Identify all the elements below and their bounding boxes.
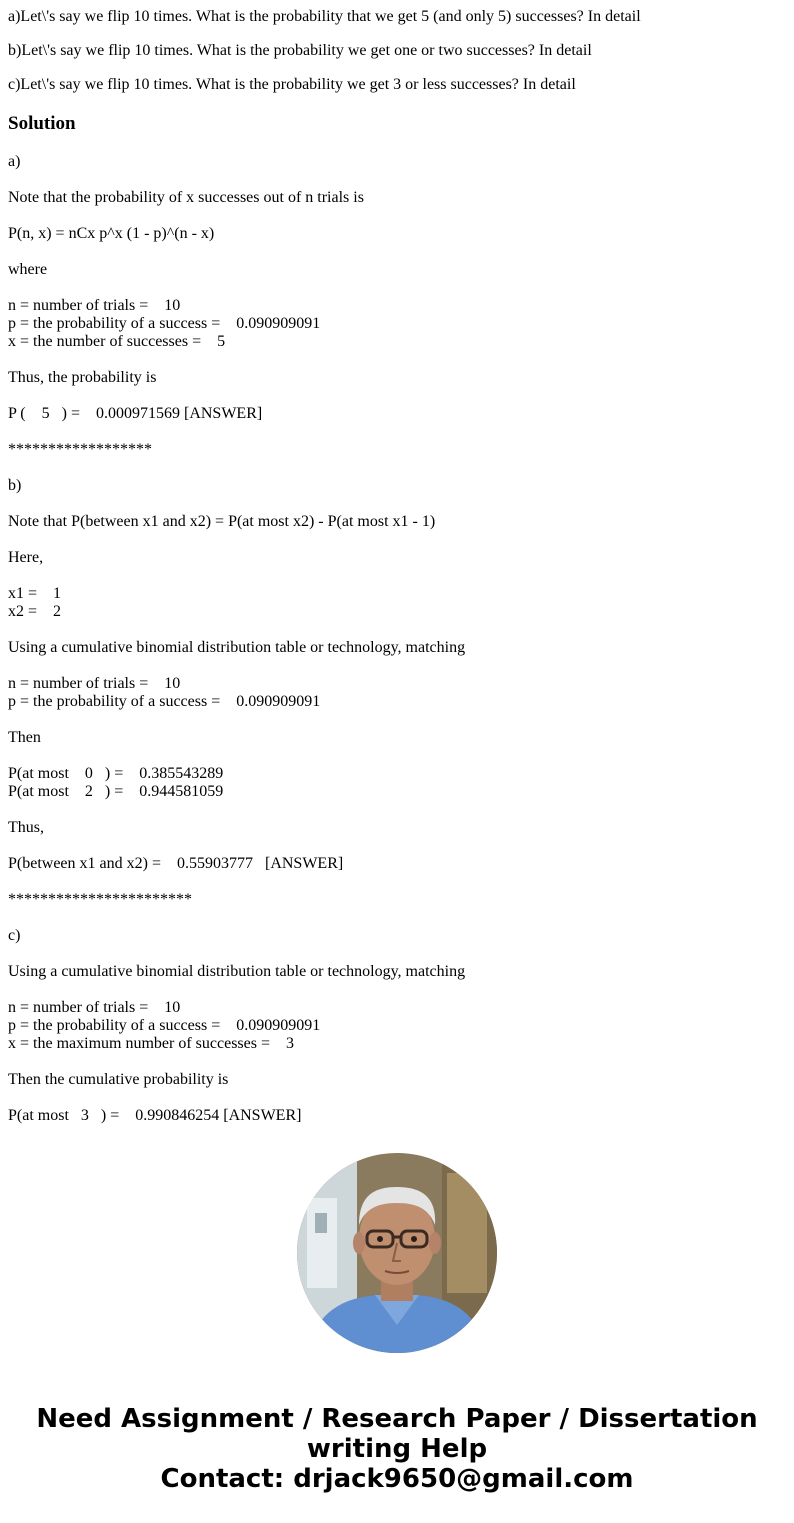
part-a-answer: P ( 5 ) = 0.000971569 [ANSWER] <box>8 405 263 422</box>
solution-body <box>8 153 786 1125</box>
part-c-p-line: p = the probability of a success = 0.090909091 <box>8 1017 321 1034</box>
part-b-note: Note that P(between x1 and x2) = P(at most x2) - P(at most x1 - 1) <box>8 513 436 530</box>
part-b-then: Then <box>8 729 41 746</box>
part-a-formula: P(n, x) = nCx p^x (1 - p)^(n - x) <box>8 225 215 242</box>
part-b-p-line: p = the probability of a success = 0.090909091 <box>8 693 321 710</box>
question-b: b)Let\'s say we flip 10 times. What is the probability we get one or two successes? In detail <box>8 42 592 59</box>
part-a-p-line: p = the probability of a success = 0.090909091 <box>8 315 321 332</box>
part-b-n-line: n = number of trials = 10 <box>8 675 181 692</box>
part-b-x2-line: x2 = 2 <box>8 603 62 620</box>
author-avatar <box>297 1153 497 1353</box>
part-a-where: where <box>8 261 48 278</box>
author-portrait-image <box>297 1153 497 1353</box>
part-a-note: Note that the probability of x successes out of n trials is <box>8 189 364 206</box>
part-a-thus: Thus, the probability is <box>8 369 157 386</box>
part-b-separator: *********************** <box>8 891 192 908</box>
part-a-label: a) <box>8 153 21 170</box>
solution-heading: Solution <box>8 113 76 134</box>
promo-line-1: Need Assignment / Research Paper / Dissertation <box>36 1404 758 1434</box>
promo-banner <box>0 1404 794 1494</box>
promo-contact: Contact: drjack9650@gmail.com <box>160 1464 634 1494</box>
part-c-using: Using a cumulative binomial distribution table or technology, matching <box>8 963 466 980</box>
part-b-x1-line: x1 = 1 <box>8 585 62 602</box>
part-c-n-line: n = number of trials = 10 <box>8 999 181 1016</box>
question-c: c)Let\'s say we flip 10 times. What is the probability we get 3 or less successes? In detail <box>8 76 576 93</box>
part-b-at-most-0: P(at most 0 ) = 0.385543289 <box>8 765 224 782</box>
part-a-x-line: x = the number of successes = 5 <box>8 333 226 350</box>
part-b-thus: Thus, <box>8 819 44 836</box>
promo-line-2: writing Help <box>306 1434 488 1464</box>
part-a-n-line: n = number of trials = 10 <box>8 297 181 314</box>
part-b-at-most-2: P(at most 2 ) = 0.944581059 <box>8 783 224 800</box>
part-b-answer: P(between x1 and x2) = 0.55903777 [ANSWER] <box>8 855 344 872</box>
part-c-x-line: x = the maximum number of successes = 3 <box>8 1035 294 1052</box>
part-b-here: Here, <box>8 549 44 566</box>
question-a: a)Let\'s say we flip 10 times. What is the probability that we get 5 (and only 5) successes? In detail <box>8 8 641 25</box>
part-a-separator: ****************** <box>8 441 152 458</box>
part-b-label: b) <box>8 477 22 494</box>
part-c-label: c) <box>8 927 21 944</box>
part-c-then: Then the cumulative probability is <box>8 1071 229 1088</box>
part-c-answer: P(at most 3 ) = 0.990846254 [ANSWER] <box>8 1107 302 1124</box>
part-b-using: Using a cumulative binomial distribution table or technology, matching <box>8 639 466 656</box>
